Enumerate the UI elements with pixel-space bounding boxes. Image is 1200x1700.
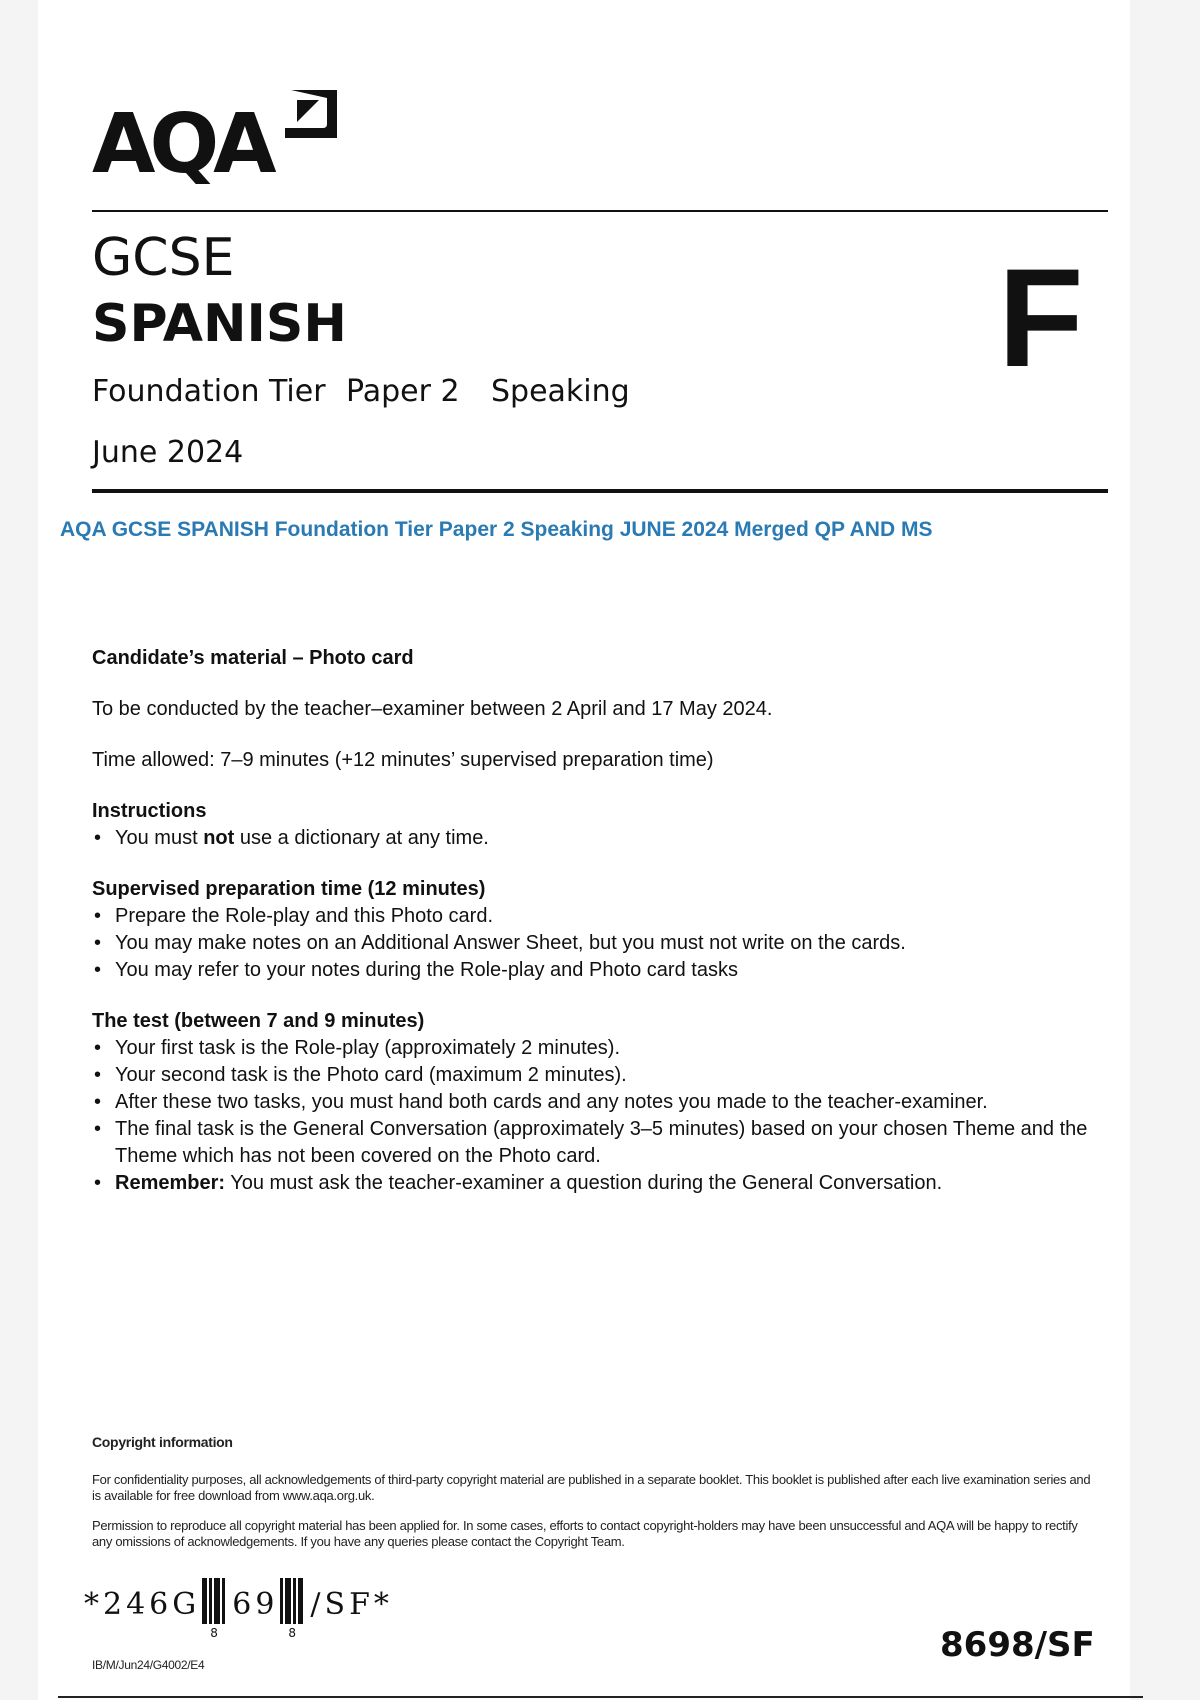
exam-date: June 2024 — [92, 435, 244, 470]
list-item: • You must not use a dictionary at any time. — [92, 825, 1092, 852]
candidate-barcode — [84, 1578, 393, 1640]
barcode-bars-icon — [202, 1578, 230, 1640]
tier-label: Foundation Tier — [92, 374, 326, 409]
copyright-information — [92, 1434, 1092, 1564]
paper-code: 8698/SF — [940, 1625, 1095, 1665]
tier-letter: F — [998, 239, 1084, 396]
component-label: Speaking — [491, 374, 630, 409]
barcode-sub-digit: 8 — [210, 1626, 218, 1640]
instructions-title: Instructions — [92, 800, 207, 822]
conducted-text: To be conducted by the teacher–examiner between 2 April and 17 May 2024. — [92, 698, 773, 720]
candidate-material — [92, 645, 1092, 1221]
instructions-list — [92, 825, 1092, 852]
subject-title: SPANISH — [92, 294, 347, 354]
preparation-title: Supervised preparation time (12 minutes) — [92, 878, 486, 900]
page-margin-left — [0, 0, 38, 1700]
barcode-sub-digit: 8 — [288, 1626, 297, 1640]
list-item: • Your second task is the Photo card (maximum 2 minutes). — [92, 1062, 1092, 1089]
page-margin-right — [1130, 0, 1200, 1700]
barcode-text-part1: *246G — [84, 1587, 201, 1622]
preparation-list — [92, 903, 1092, 984]
test-title: The test (between 7 and 9 minutes) — [92, 1010, 425, 1032]
list-item: • The final task is the General Conversation (approximately 3–5 minutes) based on your chosen Theme and the Theme which has not been covered on the Photo card. — [92, 1116, 1092, 1170]
barcode-bars-icon — [280, 1578, 308, 1640]
list-item: • Your first task is the Role-play (approximately 2 minutes). — [92, 1035, 1092, 1062]
paper-meta-row — [92, 374, 630, 409]
list-item: • You may make notes on an Additional Answer Sheet, but you must not write on the cards. — [92, 930, 1092, 957]
qualification-title: GCSE — [92, 228, 235, 288]
document-banner: AQA GCSE SPANISH Foundation Tier Paper 2 Speaking JUNE 2024 Merged QP AND MS — [60, 518, 933, 541]
header-rule-bottom — [92, 489, 1108, 493]
copyright-title: Copyright information — [92, 1434, 233, 1450]
list-item: • You may refer to your notes during the Role-play and Photo card tasks — [92, 957, 1092, 984]
barcode-text-part3: /SF* — [310, 1587, 393, 1622]
page-bottom-rule — [58, 1696, 1143, 1698]
list-item: • Prepare the Role-play and this Photo card. — [92, 903, 1092, 930]
logo-text: AQA — [92, 97, 271, 192]
aqa-logo — [92, 84, 339, 192]
test-list — [92, 1035, 1092, 1197]
copyright-para-permission: Permission to reproduce all copyright material has been applied for. In some cases, efforts to contact copyright-holders may have been unsuccessful and AQA will be happy to rectify any omissions of acknowledgements. If you have any queries please contact the Copyright Team. — [92, 1518, 1078, 1549]
aqa-flag-mark-icon — [283, 88, 339, 140]
material-title: Candidate’s material – Photo card — [92, 647, 414, 669]
list-item: • Remember: You must ask the teacher-examiner a question during the General Conversation. — [92, 1170, 1092, 1197]
copyright-para-confidentiality: For confidentiality purposes, all acknowledgements of third-party copyright material are published in a separate booklet. This booklet is published after each live examination series and is available for free download from www.aqa.org.uk. — [92, 1472, 1091, 1503]
time-allowed-text: Time allowed: 7–9 minutes (+12 minutes’ supervised preparation time) — [92, 749, 714, 771]
header-rule-top — [92, 210, 1108, 212]
list-item: • After these two tasks, you must hand both cards and any notes you made to the teacher-examiner. — [92, 1089, 1092, 1116]
paper-label: Paper 2 — [346, 374, 460, 409]
reference-code: IB/M/Jun24/G4002/E4 — [92, 1658, 205, 1672]
barcode-text-part2: 69 — [232, 1587, 279, 1622]
